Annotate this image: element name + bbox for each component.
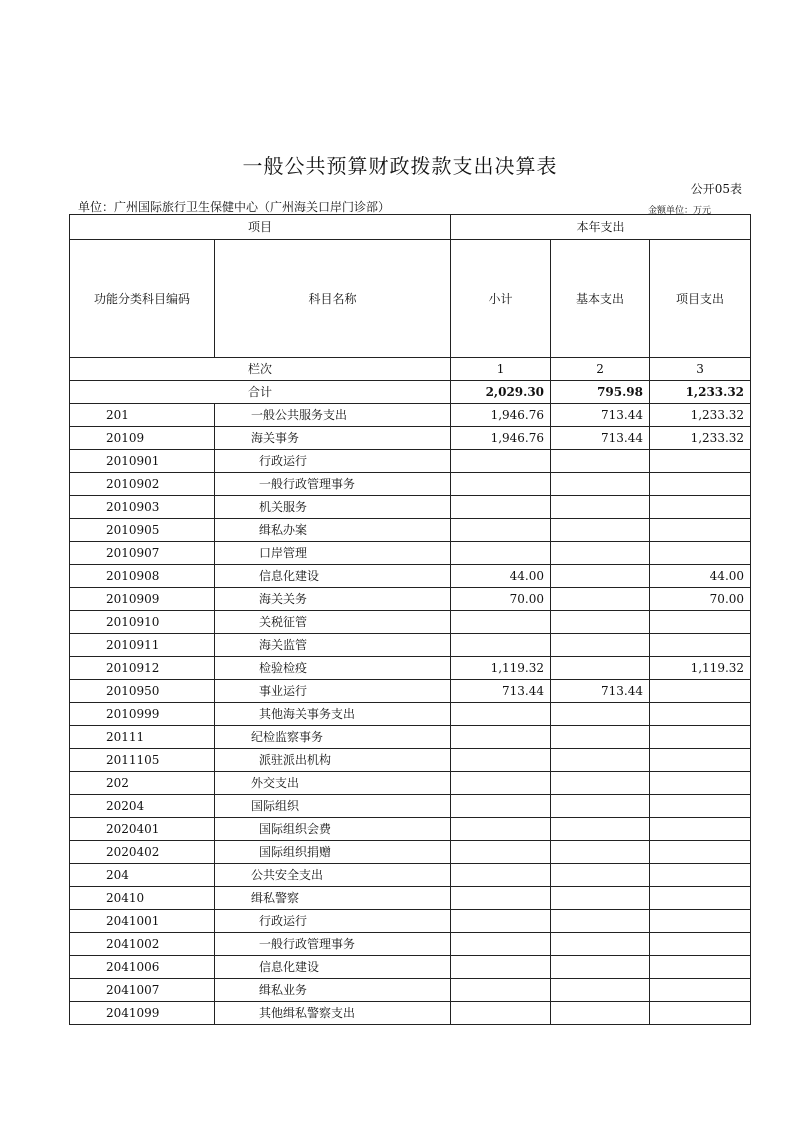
row-project bbox=[650, 542, 751, 565]
row-subtotal bbox=[451, 749, 551, 772]
row-project: 1,233.32 bbox=[650, 404, 751, 427]
header-project: 项目支出 bbox=[650, 240, 751, 358]
row-subtotal bbox=[451, 818, 551, 841]
row-project: 1,119.32 bbox=[650, 657, 751, 680]
amount-unit: 金额单位：万元 bbox=[648, 206, 712, 216]
column-index-2: 2 bbox=[551, 358, 650, 381]
form-number: 公开05表 bbox=[690, 182, 742, 196]
table-row bbox=[70, 933, 751, 956]
row-name: 事业运行 bbox=[215, 680, 451, 703]
row-subtotal: 44.00 bbox=[451, 565, 551, 588]
row-code: 2011105 bbox=[70, 749, 215, 772]
row-project bbox=[650, 1002, 751, 1025]
column-index-row bbox=[70, 358, 751, 381]
table-row bbox=[70, 818, 751, 841]
table-row bbox=[70, 956, 751, 979]
header-code: 功能分类科目编码 bbox=[70, 240, 215, 358]
header-row-1 bbox=[70, 215, 751, 240]
row-basic bbox=[551, 634, 650, 657]
table-row bbox=[70, 795, 751, 818]
row-code: 2041001 bbox=[70, 910, 215, 933]
row-name: 口岸管理 bbox=[215, 542, 451, 565]
total-row bbox=[70, 381, 751, 404]
row-basic bbox=[551, 979, 650, 1002]
row-subtotal bbox=[451, 887, 551, 910]
row-subtotal: 1,119.32 bbox=[451, 657, 551, 680]
row-name: 信息化建设 bbox=[215, 565, 451, 588]
table-row bbox=[70, 657, 751, 680]
row-basic bbox=[551, 772, 650, 795]
row-code: 20410 bbox=[70, 887, 215, 910]
table-row bbox=[70, 910, 751, 933]
row-code: 2010950 bbox=[70, 680, 215, 703]
row-name: 一般公共服务支出 bbox=[215, 404, 451, 427]
total-basic: 795.98 bbox=[551, 381, 650, 404]
table-row bbox=[70, 634, 751, 657]
row-subtotal bbox=[451, 1002, 551, 1025]
row-code: 2010903 bbox=[70, 496, 215, 519]
row-project bbox=[650, 841, 751, 864]
table-row bbox=[70, 726, 751, 749]
document-title: 一般公共预算财政拨款支出决算表 bbox=[242, 154, 558, 178]
row-project bbox=[650, 772, 751, 795]
total-subtotal: 2,029.30 bbox=[451, 381, 551, 404]
row-code: 2020401 bbox=[70, 818, 215, 841]
row-subtotal: 1,946.76 bbox=[451, 404, 551, 427]
table-row bbox=[70, 450, 751, 473]
row-subtotal bbox=[451, 542, 551, 565]
table-row bbox=[70, 611, 751, 634]
row-name: 海关事务 bbox=[215, 427, 451, 450]
table-row bbox=[70, 1002, 751, 1025]
row-subtotal bbox=[451, 450, 551, 473]
row-project bbox=[650, 450, 751, 473]
row-subtotal: 713.44 bbox=[451, 680, 551, 703]
row-basic bbox=[551, 473, 650, 496]
row-code: 2010911 bbox=[70, 634, 215, 657]
row-project bbox=[650, 910, 751, 933]
row-project: 44.00 bbox=[650, 565, 751, 588]
row-project bbox=[650, 887, 751, 910]
row-project bbox=[650, 496, 751, 519]
table-row bbox=[70, 542, 751, 565]
row-name: 行政运行 bbox=[215, 450, 451, 473]
row-subtotal: 70.00 bbox=[451, 588, 551, 611]
row-code: 20111 bbox=[70, 726, 215, 749]
row-code: 2010912 bbox=[70, 657, 215, 680]
row-project bbox=[650, 979, 751, 1002]
row-basic: 713.44 bbox=[551, 427, 650, 450]
row-subtotal bbox=[451, 703, 551, 726]
row-code: 2010909 bbox=[70, 588, 215, 611]
row-index-label: 栏次 bbox=[70, 358, 451, 381]
table-row bbox=[70, 749, 751, 772]
row-code: 2010908 bbox=[70, 565, 215, 588]
row-basic bbox=[551, 749, 650, 772]
row-project bbox=[650, 864, 751, 887]
row-name: 国际组织 bbox=[215, 795, 451, 818]
table-row bbox=[70, 473, 751, 496]
row-name: 关税征管 bbox=[215, 611, 451, 634]
row-basic bbox=[551, 703, 650, 726]
row-code: 2020402 bbox=[70, 841, 215, 864]
row-code: 201 bbox=[70, 404, 215, 427]
row-code: 202 bbox=[70, 772, 215, 795]
row-code: 2010905 bbox=[70, 519, 215, 542]
table-row bbox=[70, 496, 751, 519]
row-code: 2010907 bbox=[70, 542, 215, 565]
row-name: 公共安全支出 bbox=[215, 864, 451, 887]
row-subtotal bbox=[451, 473, 551, 496]
header-basic: 基本支出 bbox=[551, 240, 650, 358]
total-label: 合计 bbox=[70, 381, 451, 404]
row-name: 外交支出 bbox=[215, 772, 451, 795]
table-row bbox=[70, 565, 751, 588]
row-project bbox=[650, 795, 751, 818]
row-code: 2041099 bbox=[70, 1002, 215, 1025]
row-name: 缉私办案 bbox=[215, 519, 451, 542]
row-subtotal bbox=[451, 956, 551, 979]
row-basic bbox=[551, 933, 650, 956]
total-project: 1,233.32 bbox=[650, 381, 751, 404]
row-subtotal bbox=[451, 519, 551, 542]
row-basic bbox=[551, 841, 650, 864]
table-row bbox=[70, 841, 751, 864]
row-basic bbox=[551, 795, 650, 818]
row-name: 一般行政管理事务 bbox=[215, 473, 451, 496]
row-project: 70.00 bbox=[650, 588, 751, 611]
row-basic: 713.44 bbox=[551, 404, 650, 427]
row-project bbox=[650, 956, 751, 979]
row-subtotal bbox=[451, 772, 551, 795]
table-row bbox=[70, 519, 751, 542]
row-basic bbox=[551, 726, 650, 749]
header-subtotal: 小计 bbox=[451, 240, 551, 358]
row-code: 204 bbox=[70, 864, 215, 887]
row-project bbox=[650, 680, 751, 703]
row-subtotal bbox=[451, 864, 551, 887]
row-subtotal bbox=[451, 795, 551, 818]
row-name: 海关关务 bbox=[215, 588, 451, 611]
row-project bbox=[650, 749, 751, 772]
table-row bbox=[70, 680, 751, 703]
row-basic bbox=[551, 496, 650, 519]
row-code: 20204 bbox=[70, 795, 215, 818]
row-project bbox=[650, 726, 751, 749]
row-code: 2041007 bbox=[70, 979, 215, 1002]
row-project bbox=[650, 473, 751, 496]
table-row bbox=[70, 404, 751, 427]
row-code: 20109 bbox=[70, 427, 215, 450]
row-name: 信息化建设 bbox=[215, 956, 451, 979]
table-row bbox=[70, 887, 751, 910]
header-name: 科目名称 bbox=[215, 240, 451, 358]
row-code: 2010999 bbox=[70, 703, 215, 726]
row-subtotal bbox=[451, 726, 551, 749]
table-row bbox=[70, 979, 751, 1002]
row-name: 行政运行 bbox=[215, 910, 451, 933]
row-project bbox=[650, 933, 751, 956]
row-basic bbox=[551, 588, 650, 611]
reporting-unit: 单位：广州国际旅行卫生保健中心（广州海关口岸门诊部） bbox=[78, 200, 391, 214]
table-row bbox=[70, 427, 751, 450]
table-row bbox=[70, 588, 751, 611]
row-name: 缉私警察 bbox=[215, 887, 451, 910]
row-code: 2010901 bbox=[70, 450, 215, 473]
table-row bbox=[70, 864, 751, 887]
row-basic bbox=[551, 611, 650, 634]
row-basic bbox=[551, 657, 650, 680]
row-project bbox=[650, 519, 751, 542]
row-subtotal bbox=[451, 910, 551, 933]
row-subtotal bbox=[451, 634, 551, 657]
expenditure-table bbox=[69, 214, 751, 1025]
row-name: 检验检疫 bbox=[215, 657, 451, 680]
table-row bbox=[70, 703, 751, 726]
row-basic bbox=[551, 887, 650, 910]
row-basic bbox=[551, 450, 650, 473]
row-project bbox=[650, 818, 751, 841]
row-basic bbox=[551, 818, 650, 841]
header-row-2 bbox=[70, 240, 751, 358]
table-row bbox=[70, 772, 751, 795]
row-code: 2041006 bbox=[70, 956, 215, 979]
row-subtotal bbox=[451, 611, 551, 634]
row-name: 海关监管 bbox=[215, 634, 451, 657]
row-basic: 713.44 bbox=[551, 680, 650, 703]
row-name: 纪检监察事务 bbox=[215, 726, 451, 749]
row-code: 2010902 bbox=[70, 473, 215, 496]
header-current-year: 本年支出 bbox=[451, 215, 751, 240]
row-subtotal bbox=[451, 933, 551, 956]
row-name: 国际组织捐赠 bbox=[215, 841, 451, 864]
row-name: 国际组织会费 bbox=[215, 818, 451, 841]
row-basic bbox=[551, 864, 650, 887]
row-subtotal bbox=[451, 496, 551, 519]
row-subtotal: 1,946.76 bbox=[451, 427, 551, 450]
row-basic bbox=[551, 956, 650, 979]
row-project bbox=[650, 703, 751, 726]
row-code: 2010910 bbox=[70, 611, 215, 634]
header-item: 项目 bbox=[70, 215, 451, 240]
row-code: 2041002 bbox=[70, 933, 215, 956]
column-index-1: 1 bbox=[451, 358, 551, 381]
row-name: 缉私业务 bbox=[215, 979, 451, 1002]
row-name: 机关服务 bbox=[215, 496, 451, 519]
row-name: 其他海关事务支出 bbox=[215, 703, 451, 726]
row-name: 派驻派出机构 bbox=[215, 749, 451, 772]
column-index-3: 3 bbox=[650, 358, 751, 381]
row-basic bbox=[551, 1002, 650, 1025]
row-basic bbox=[551, 910, 650, 933]
row-basic bbox=[551, 519, 650, 542]
row-basic bbox=[551, 565, 650, 588]
row-basic bbox=[551, 542, 650, 565]
row-project: 1,233.32 bbox=[650, 427, 751, 450]
row-project bbox=[650, 611, 751, 634]
row-name: 其他缉私警察支出 bbox=[215, 1002, 451, 1025]
row-project bbox=[650, 634, 751, 657]
row-name: 一般行政管理事务 bbox=[215, 933, 451, 956]
row-subtotal bbox=[451, 979, 551, 1002]
row-subtotal bbox=[451, 841, 551, 864]
